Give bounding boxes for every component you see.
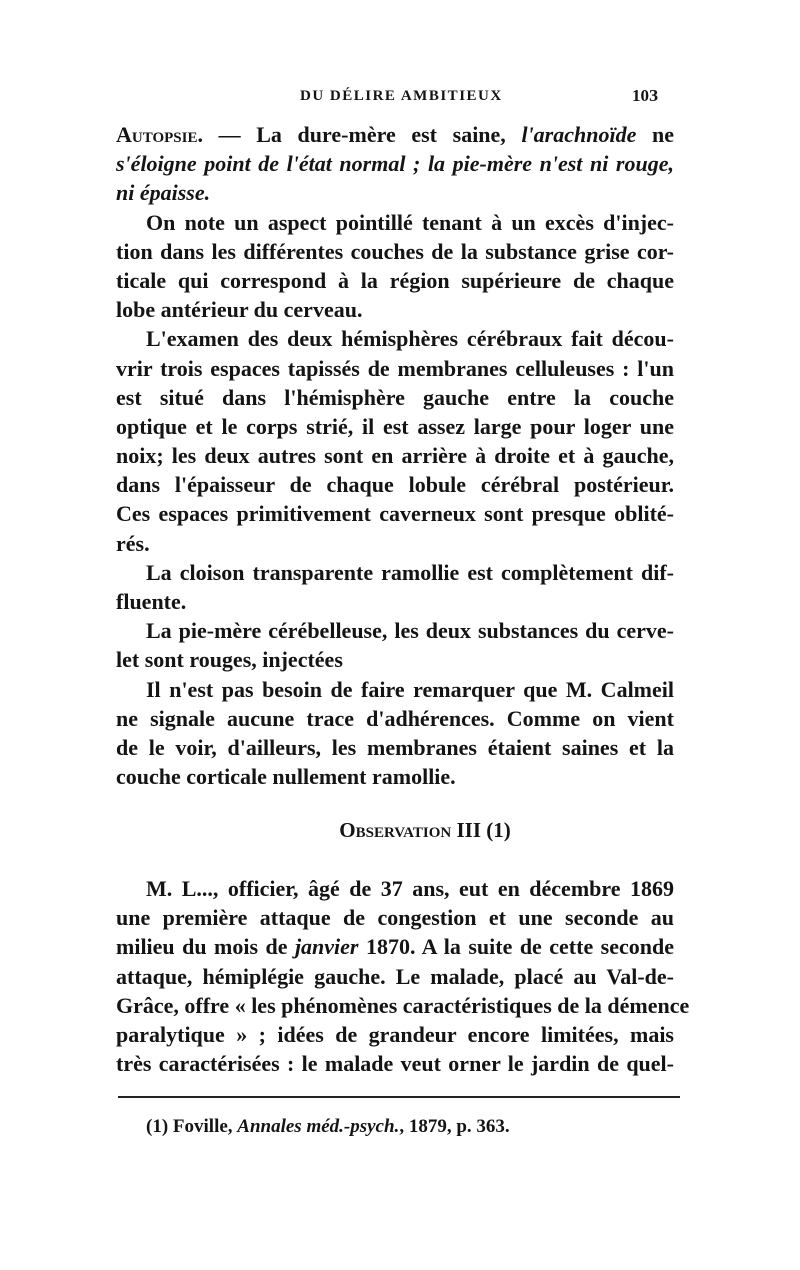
body-text-bottom bbox=[116, 874, 690, 1078]
section-lead: Autopsie. bbox=[116, 122, 203, 147]
text-line: très caractérisées : le malade veut orner le jardin de quel- bbox=[116, 1051, 674, 1077]
text-line: Il n'est pas besoin de faire remarquer que M. Calmeil bbox=[146, 676, 674, 702]
text-line: optique et le corps strié, il est assez large pour loger une bbox=[116, 413, 674, 439]
text-line: lobe antérieur du cerveau. bbox=[116, 297, 363, 323]
text-line: couche corticale nullement ramollie. bbox=[116, 764, 456, 790]
text-line: Grâce, offre « les phénomènes caractéristiques de la démence bbox=[116, 992, 690, 1018]
text-line: ne signale aucune trace d'adhérences. Comme on vient bbox=[116, 705, 674, 731]
text-line: La cloison transparente ramollie est complètement dif- bbox=[146, 559, 674, 585]
footnote-rule bbox=[118, 1096, 680, 1098]
text-line: milieu du mois de janvier 1870. A la suite de cette seconde bbox=[116, 934, 674, 960]
page-number: 10З bbox=[632, 86, 658, 105]
text-line: fluente. bbox=[116, 589, 187, 614]
text-line: attaque, hémiplégie gauche. Le malade, placé au Val-de- bbox=[116, 963, 674, 989]
text-line: s'éloigne point de l'état normal ; la pie-mère n'est ni rouge, bbox=[116, 151, 674, 177]
text-line: noix; les deux autres sont en arrière à droite et à gauche, bbox=[116, 443, 674, 469]
text-line: rés. bbox=[116, 530, 150, 556]
text-line: tion dans les différentes couches de la substance grise cor- bbox=[116, 238, 674, 264]
text-line: let sont rouges, injectées bbox=[116, 647, 343, 673]
text-line: M. L..., officier, âgé de 37 ans, eut en décembre 1869 bbox=[146, 876, 674, 901]
text-line: vrir trois espaces tapissés de membranes celluleuses : l'un bbox=[116, 355, 674, 381]
text-line: ticale qui correspond à la région supérieure de chaque bbox=[116, 267, 674, 293]
text-line: paralytique » ; idées de grandeur encore limitées, mais bbox=[116, 1021, 674, 1047]
text-line: est situé dans l'hémisphère gauche entre la couche bbox=[116, 384, 674, 410]
body-text-top bbox=[116, 120, 674, 791]
text-line: de le voir, d'ailleurs, les membranes étaient saines et la bbox=[116, 734, 674, 760]
text-line: L'examen des deux hémisphères cérébraux fait décou- bbox=[146, 326, 674, 352]
running-head: DU DÉLIRE AMBITIEUX bbox=[300, 88, 503, 104]
observation-heading: Observation III (1) bbox=[339, 818, 511, 842]
text-line: dans l'épaisseur de chaque lobule cérébral postérieur. bbox=[116, 472, 674, 498]
text-line: ni épaisse. bbox=[116, 180, 211, 206]
text-line: Ces espaces primitivement caverneux sont presque oblité- bbox=[116, 501, 674, 527]
text-line: La pie-mère cérébelleuse, les deux substances du cerve- bbox=[146, 618, 674, 644]
text-line: une première attaque de congestion et une seconde au bbox=[116, 905, 674, 931]
footnote: (1) Foville, Annales méd.-psych., 1879, p. 363. bbox=[146, 1116, 510, 1137]
text-line: On note un aspect pointillé tenant à un excès d'injec- bbox=[146, 209, 674, 235]
text-line: Autopsie. — La dure-mère est saine, l'arachnoïde ne bbox=[116, 122, 674, 147]
